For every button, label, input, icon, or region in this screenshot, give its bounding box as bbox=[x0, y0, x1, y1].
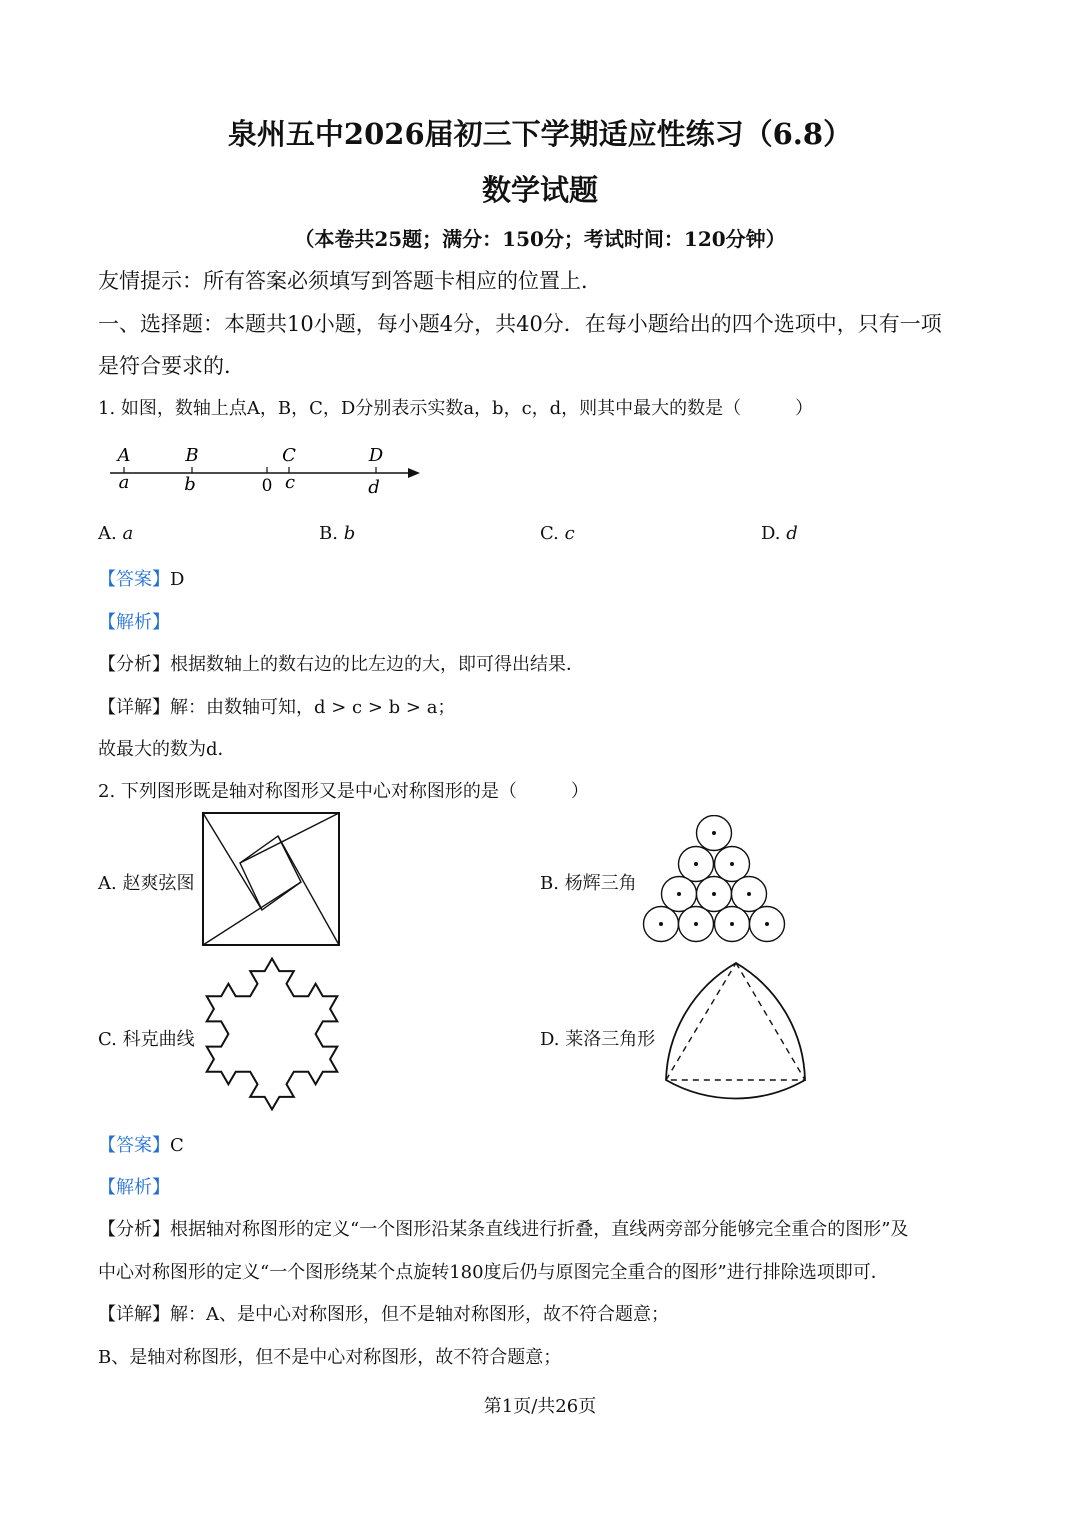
option-label: 杨辉三角 bbox=[564, 873, 637, 894]
option-value: b bbox=[343, 523, 356, 544]
label-D: D bbox=[368, 445, 384, 466]
option-label: 赵爽弦图 bbox=[122, 873, 195, 894]
yang-hui-triangle bbox=[640, 815, 790, 947]
exam-subject: 数学试题 bbox=[481, 173, 598, 207]
label-c: c bbox=[284, 472, 296, 493]
page-footer: 第1页/共26页 bbox=[483, 1396, 597, 1417]
q2-answer bbox=[98, 1131, 184, 1157]
number-line-arrow bbox=[408, 468, 420, 478]
exam-info: （本卷共25题；满分：150分；考试时间：120分钟） bbox=[294, 227, 786, 251]
option-label: 科克曲线 bbox=[122, 1029, 195, 1050]
q2-fenxi-line1: 【分析】根据轴对称图形的定义“一个图形沿某条直线进行折叠，直线两旁部分能够完全重合的图形”及 bbox=[98, 1219, 909, 1240]
option-letter: B. bbox=[540, 873, 559, 894]
label-C: C bbox=[282, 445, 296, 466]
option-letter: C. bbox=[98, 1029, 117, 1050]
q2-fenxi-line2: 中心对称图形的定义“一个图形绕某个点旋转180度后仍与原图完全重合的图形”进行排除选项即可． bbox=[98, 1262, 889, 1283]
q2-stem: 2. 下列图形既是轴对称图形又是中心对称图形的是（ ） bbox=[98, 781, 589, 802]
option-letter: A. bbox=[98, 523, 117, 544]
q1-answer bbox=[98, 565, 184, 591]
label-zero: 0 bbox=[261, 476, 273, 496]
q2-xiangjie-b: B、是轴对称图形，但不是中心对称图形，故不符合题意； bbox=[98, 1347, 562, 1368]
answer-tag: 【答案】 bbox=[98, 1135, 170, 1156]
q1-option-d bbox=[761, 523, 798, 544]
q1-conclusion: 故最大的数为d． bbox=[98, 739, 236, 760]
koch-snowflake bbox=[198, 952, 346, 1116]
q2-option-b bbox=[540, 869, 637, 895]
exam-title: 泉州五中2026届初三下学期适应性练习（6.8） bbox=[227, 117, 853, 151]
q2-analysis-tag: 【解析】 bbox=[98, 1177, 170, 1198]
section-heading-line2: 是符合要求的． bbox=[98, 354, 245, 378]
option-letter: A. bbox=[98, 873, 117, 894]
q1-stem: 1. 如图，数轴上点A，B，C，D分别表示实数a，b，c，d，则其中最大的数是（ ） bbox=[98, 398, 814, 419]
answer-tag: 【答案】 bbox=[98, 569, 170, 590]
reuleaux-triangle bbox=[660, 958, 814, 1110]
q2-option-c bbox=[98, 1025, 195, 1051]
friendly-tip: 友情提示：所有答案必须填写到答题卡相应的位置上． bbox=[98, 269, 602, 293]
q1-xiangjie: 【详解】解：由数轴可知，d > c > b > a； bbox=[98, 697, 456, 718]
option-label: 莱洛三角形 bbox=[565, 1029, 656, 1050]
q2-option-d bbox=[540, 1025, 655, 1051]
section-heading-line1: 一、选择题：本题共10小题，每小题4分，共40分．在每小题给出的四个选项中，只有一项 bbox=[98, 312, 942, 336]
option-value: d bbox=[786, 523, 798, 544]
q1-option-a bbox=[98, 523, 133, 544]
option-letter: D. bbox=[540, 1029, 560, 1050]
zhao-shuang-diagram bbox=[202, 812, 340, 946]
q1-option-b bbox=[319, 523, 355, 544]
label-a: a bbox=[118, 472, 130, 493]
q1-analysis-tag: 【解析】 bbox=[98, 612, 170, 633]
option-letter: D. bbox=[761, 523, 781, 544]
option-value: c bbox=[564, 523, 575, 544]
q1-fenxi: 【分析】根据数轴上的数右边的比左边的大，即可得出结果． bbox=[98, 654, 584, 675]
option-letter: B. bbox=[319, 523, 338, 544]
q1-number-line bbox=[100, 436, 430, 502]
label-B: B bbox=[185, 445, 199, 466]
q1-option-c bbox=[540, 523, 575, 544]
answer-value: C bbox=[170, 1135, 184, 1156]
label-b: b bbox=[184, 474, 196, 495]
q2-option-a bbox=[98, 869, 194, 895]
label-d: d bbox=[368, 477, 380, 498]
option-letter: C. bbox=[540, 523, 559, 544]
q2-xiangjie-a: 【详解】解：A、是中心对称图形，但不是轴对称图形，故不符合题意； bbox=[98, 1304, 669, 1325]
answer-value: D bbox=[170, 569, 185, 590]
label-A: A bbox=[117, 445, 131, 466]
option-value: a bbox=[122, 523, 134, 544]
